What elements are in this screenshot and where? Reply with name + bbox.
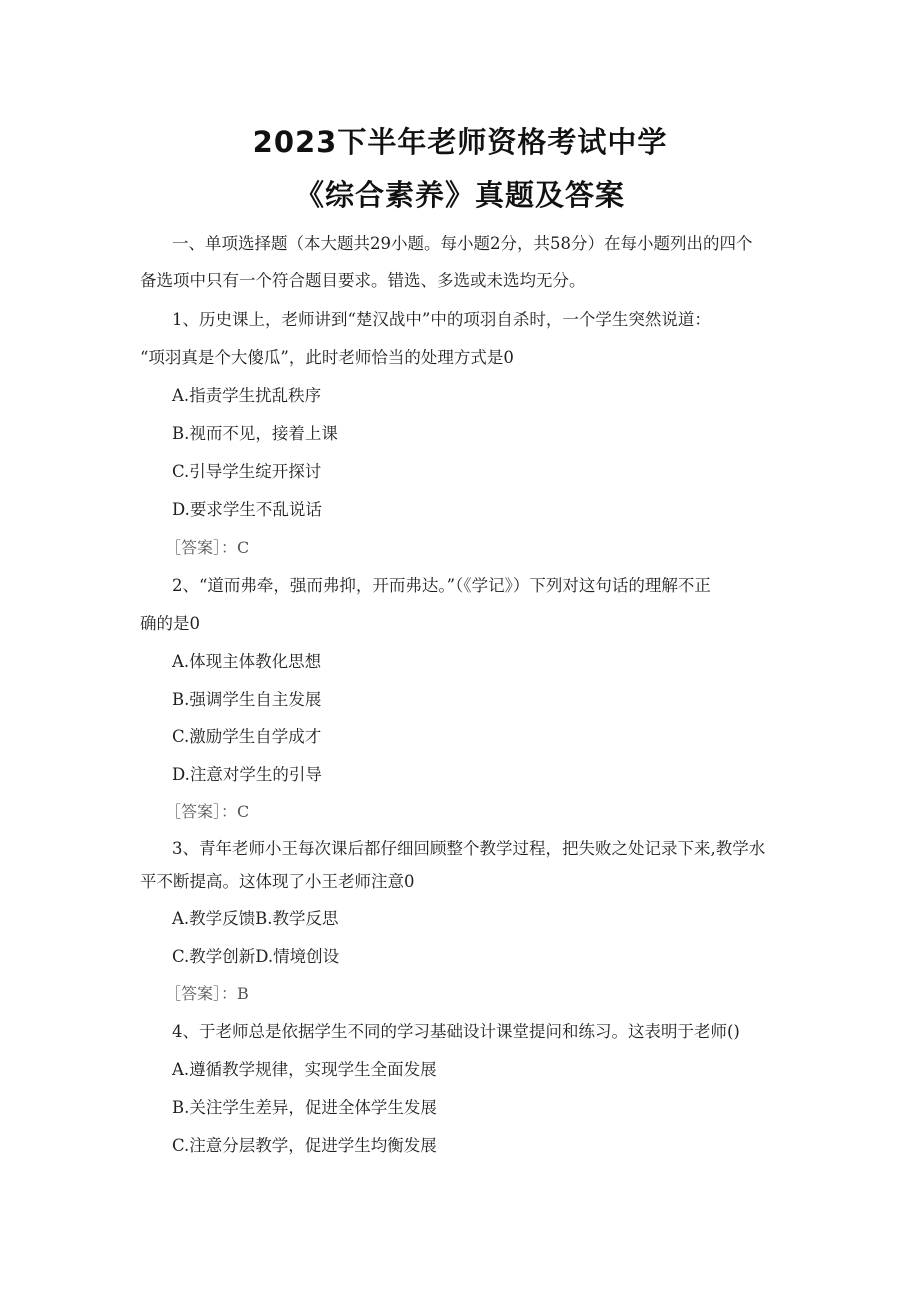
question-2-option-b: B.强调学生自主发展 [172, 690, 322, 709]
question-1-answer: ［答案］：C [165, 538, 250, 557]
question-4-option-a: A.遵循教学规律，实现学生全面发展 [172, 1060, 437, 1079]
question-3-stem-line2: 平不断提高。这体现了小王老师注意0 [140, 872, 415, 891]
question-4-option-b: B.关注学生差异，促进全体学生发展 [172, 1098, 437, 1117]
question-3-options-cd: C.教学创新D.情境创设 [172, 947, 340, 966]
question-1-option-d: D.要求学生不乱说话 [172, 500, 322, 519]
section-intro-line2: 备选项中只有一个符合题目要求。错选、多选或未选均无分。 [140, 271, 586, 290]
question-2-option-c: C.激励学生自学成才 [172, 727, 322, 746]
question-1-stem-line2: “项羽真是个大傻瓜”，此时老师恰当的处理方式是0 [140, 348, 514, 367]
question-1-stem-line1: 1、历史课上，老师讲到“楚汉战中”中的项羽自杀时，一个学生突然说道： [172, 310, 711, 329]
question-2-option-d: D.注意对学生的引导 [172, 765, 322, 784]
question-1-option-b: B.视而不见，接着上课 [172, 424, 338, 443]
question-4-stem-line1: 4、于老师总是依据学生不同的学习基础设计课堂提问和练习。这表明于老师() [172, 1022, 740, 1041]
question-2-stem-line1: 2、“道而弗牵，强而弗抑，开而弗达。”（《学记》）下列对这句话的理解不正 [172, 576, 711, 595]
question-2-answer: ［答案］：C [165, 802, 250, 821]
question-2-option-a: A.体现主体教化思想 [172, 652, 322, 671]
question-3-stem-line1: 3、青年老师小王每次课后都仔细回顾整个教学过程，把失败之处记录下来,教学水 [172, 839, 766, 858]
question-1-option-a: A.指责学生扰乱秩序 [172, 386, 322, 405]
question-1-option-c: C.引导学生绽开探讨 [172, 462, 322, 481]
question-2-stem-line2: 确的是0 [140, 614, 200, 633]
document-title-line1: 2023下半年老师资格考试中学 [252, 125, 668, 159]
question-4-option-c: C.注意分层教学，促进学生均衡发展 [172, 1136, 437, 1155]
question-3-answer: ［答案］：B [165, 984, 249, 1003]
document-title-line2: 《综合素养》真题及答案 [294, 178, 625, 212]
section-intro-line1: 一、单项选择题（本大题共29小题。每小题2分，共58分）在每小题列出的四个 [172, 234, 753, 253]
question-3-options-ab: A.教学反馈B.教学反思 [172, 909, 339, 928]
